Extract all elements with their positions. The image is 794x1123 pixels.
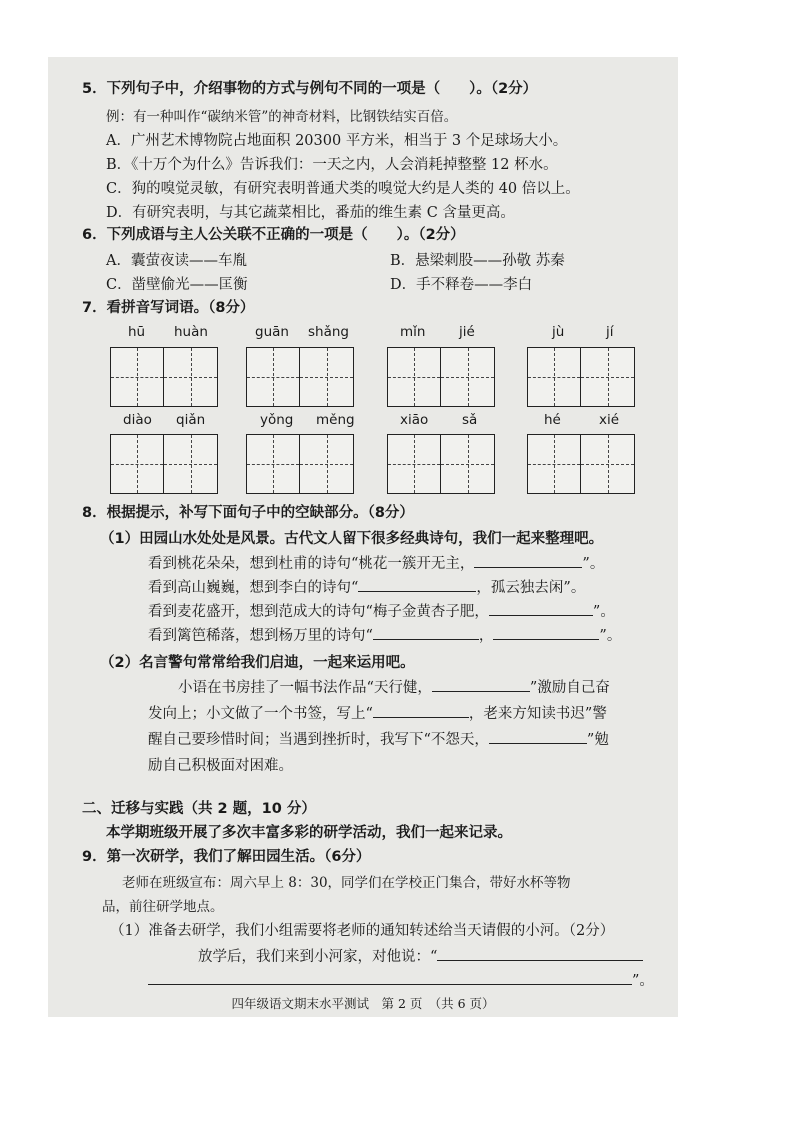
answer-blank[interactable] (489, 743, 587, 744)
writing-grid[interactable] (527, 434, 635, 494)
pinyin: měng (316, 412, 355, 428)
q5-option-b: B．《十万个为什么》告诉我们：一天之内，人会消耗掉整整 12 杯水。 (106, 157, 558, 173)
line-text: ，老来方知读书迟”警 (468, 706, 607, 722)
pinyin: huàn (174, 324, 208, 340)
pinyin: jí (606, 324, 614, 340)
page-footer: 四年级语文期末水平测试 第 2 页 （共 6 页） (231, 996, 495, 1011)
answer-blank[interactable] (493, 639, 599, 640)
q5-example: 例：有一种叫作“碳纳米管”的神奇材料，比钢铁结实百倍。 (106, 109, 458, 125)
answer-blank[interactable] (373, 639, 479, 640)
line-text: ”。 (582, 556, 605, 572)
section2-title: 二、迁移与实践（共 2 题，10 分） (82, 801, 316, 817)
writing-grid[interactable] (387, 434, 495, 494)
q9-answer-line1 (198, 947, 643, 967)
pinyin: jié (459, 324, 475, 340)
q9-notice-line2: 品，前往研学地点。 (102, 899, 224, 915)
q6-option-c: C．凿壁偷光——匡衡 (106, 277, 248, 293)
q9-notice-line1: 老师在班级宣布：周六早上 8：30，同学们在学校正门集合，带好水杯等物 (122, 875, 571, 891)
q8-line (148, 730, 609, 750)
q6-option-d: D．手不释卷——李白 (390, 277, 533, 293)
pinyin: jù (552, 324, 565, 340)
q6-stem: 6．下列成语与主人公关联不正确的一项是（ ）。（2分） (82, 227, 465, 243)
pinyin: shǎng (308, 324, 349, 340)
q8-line (148, 626, 621, 646)
line-text: ”激励自己奋 (529, 680, 610, 696)
pinyin: xié (599, 412, 620, 428)
q8-part1-title: （1）田园山水处处是风景。古代文人留下很多经典诗句，我们一起来整理吧。 (100, 531, 604, 547)
answer-blank[interactable] (432, 691, 530, 692)
section2-intro: 本学期班级开展了多次丰富多彩的研学活动，我们一起来记录。 (106, 825, 512, 841)
line-text: 小语在书房挂了一幅书法作品“天行健， (178, 680, 432, 696)
writing-grid[interactable] (246, 347, 354, 407)
q8-line (148, 704, 607, 724)
line-text: ”。 (599, 628, 622, 644)
q9-sub1: （1）准备去研学，我们小组需要将老师的通知转述给当天请假的小河。（2分） (110, 923, 615, 939)
answer-blank[interactable] (437, 960, 643, 961)
line-text: ， (478, 628, 494, 644)
q5-stem: 5．下列句子中，介绍事物的方式与例句不同的一项是（ ）。（2分） (82, 81, 538, 97)
q5-option-a: A．广州艺术博物院占地面积 20300 平方米，相当于 3 个足球场大小。 (106, 133, 568, 149)
q6-option-a: A．囊萤夜读——车胤 (106, 253, 247, 269)
q8-line (148, 602, 615, 622)
pinyin: hé (544, 412, 561, 428)
answer-blank[interactable] (373, 717, 469, 718)
pinyin: sǎ (462, 412, 478, 428)
pinyin: guān (255, 324, 289, 340)
line-text: ，孤云独去闲”。 (476, 580, 586, 596)
writing-grid[interactable] (387, 347, 495, 407)
writing-grid[interactable] (110, 434, 218, 494)
q8-line: 励自己积极面对困难。 (148, 758, 293, 774)
q5-option-c: C．狗的嗅觉灵敏，有研究表明普通犬类的嗅觉大约是人类的 40 倍以上。 (106, 181, 580, 197)
writing-grid[interactable] (110, 347, 218, 407)
answer-blank[interactable] (358, 591, 476, 592)
q9-stem: 9．第一次研学，我们了解田园生活。（6分） (82, 849, 371, 865)
line-text: 看到篱笆稀落，想到杨万里的诗句“ (148, 628, 373, 644)
q5-option-d: D．有研究表明，与其它蔬菜相比，番茄的维生素 C 含量更高。 (106, 205, 515, 221)
q8-stem: 8．根据提示，补写下面句子中的空缺部分。（8分） (82, 505, 414, 521)
answer-blank[interactable] (148, 984, 632, 985)
q9-answer-line2 (148, 971, 654, 991)
pinyin: hū (128, 324, 146, 340)
line-text: ”。 (632, 973, 654, 989)
line-text: ”。 (592, 604, 615, 620)
q6-option-b: B．悬梁刺股——孙敬 苏秦 (390, 253, 565, 269)
writing-grid[interactable] (527, 347, 635, 407)
q8-part2-title: （2）名言警句常常给我们启迪，一起来运用吧。 (100, 655, 415, 671)
pinyin: xiāo (400, 412, 429, 428)
pinyin: diào (123, 412, 152, 428)
line-text: 看到高山巍巍，想到李白的诗句“ (148, 580, 359, 596)
line-text: 看到桃花朵朵，想到杜甫的诗句“桃花一簇开无主， (148, 556, 475, 572)
answer-blank[interactable] (474, 567, 582, 568)
line-text: 发向上；小文做了一个书签，写上“ (148, 706, 373, 722)
pinyin: qiǎn (176, 412, 206, 428)
line-text: 看到麦花盛开，想到范成大的诗句“梅子金黄杏子肥， (148, 604, 489, 620)
line-text: 醒自己要珍惜时间；当遇到挫折时，我写下“不怨天， (148, 732, 489, 748)
line-text: 放学后，我们来到小河家，对他说：“ (198, 949, 438, 965)
pinyin: yǒng (260, 412, 294, 428)
q8-line (148, 578, 585, 598)
exam-page (48, 57, 678, 1017)
q7-stem: 7．看拼音写词语。（8分） (82, 300, 255, 316)
answer-blank[interactable] (489, 615, 593, 616)
pinyin: mǐn (400, 324, 426, 340)
q8-line (178, 678, 610, 698)
q8-line (148, 554, 604, 574)
writing-grid[interactable] (246, 434, 354, 494)
line-text: ”勉 (586, 732, 609, 748)
